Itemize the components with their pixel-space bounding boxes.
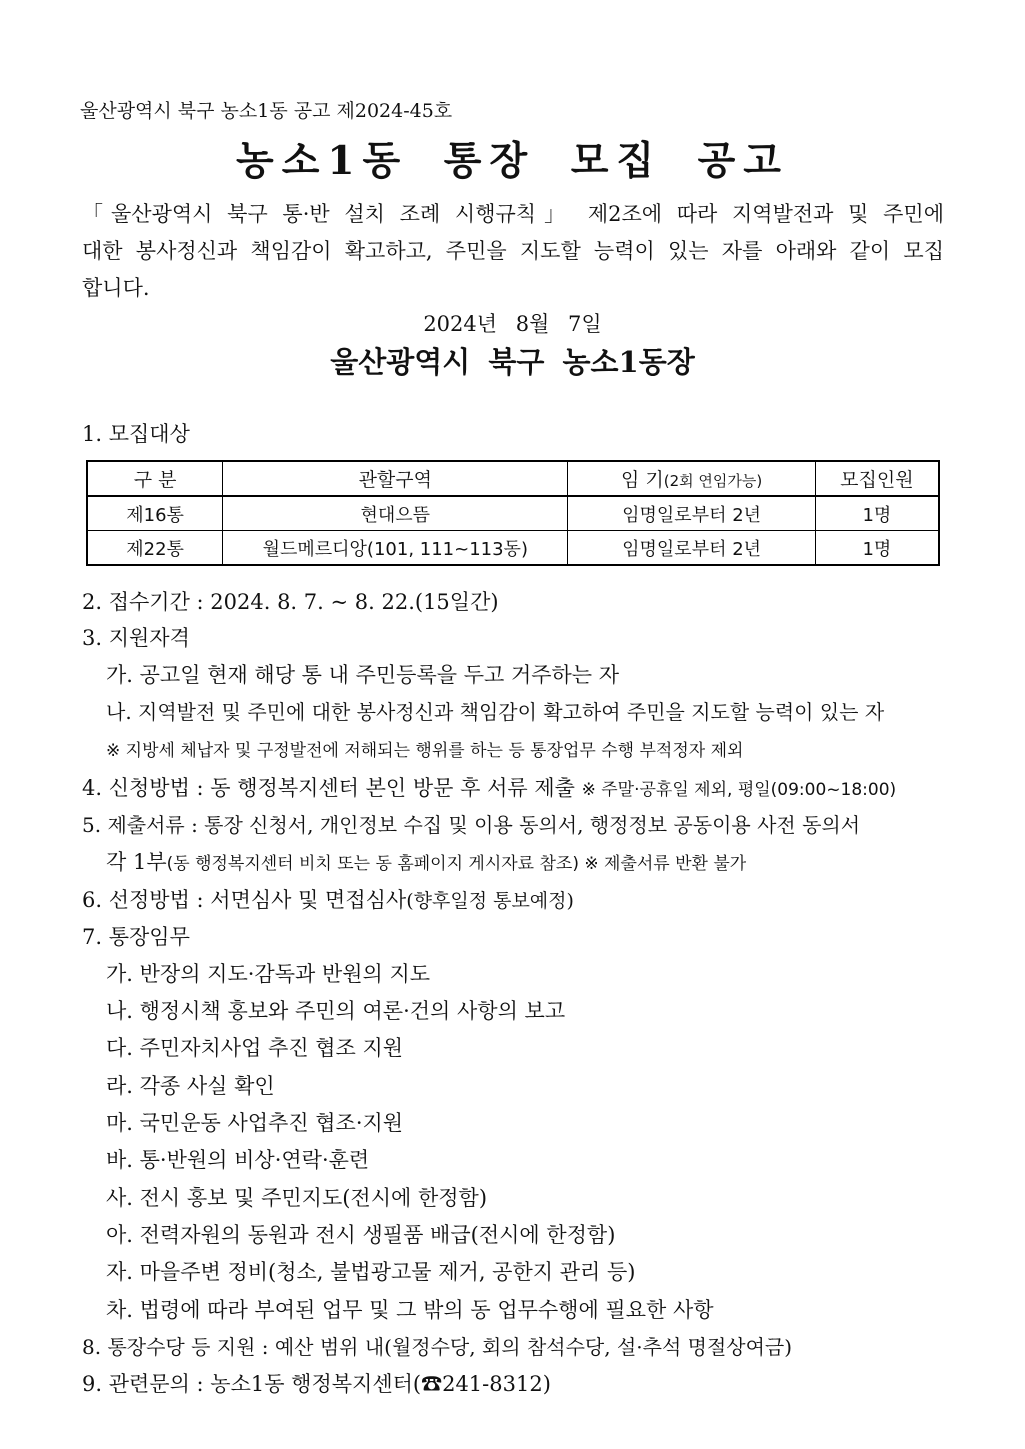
section-6-selection bbox=[82, 884, 574, 914]
documents-count: 각 1부 bbox=[106, 850, 167, 874]
header-term-label: 임 기 bbox=[620, 469, 664, 491]
header-count: 모집인원 bbox=[815, 461, 939, 496]
qualification-note: ※ 지방세 체납자 및 구정발전에 저해되는 행위를 하는 등 통장업무 수행 부적정자 제외 bbox=[106, 741, 744, 761]
section-3-heading: 3. 지원자격 bbox=[82, 626, 190, 650]
duty-item: 차. 법령에 따라 부여된 업무 및 그 밖의 동 업무수행에 필요한 사항 bbox=[106, 1298, 714, 1322]
method-text: 4. 신청방법 : 동 행정복지센터 본인 방문 후 서류 제출 bbox=[82, 776, 575, 800]
duty-item: 가. 반장의 지도·감독과 반원의 지도 bbox=[106, 962, 431, 986]
recruitment-table bbox=[86, 460, 940, 566]
cell-count: 1명 bbox=[815, 531, 939, 566]
cell-division: 제22통 bbox=[87, 531, 223, 566]
section-2-period: 2. 접수기간 : 2024. 8. 7. ~ 8. 22.(15일간) bbox=[82, 590, 499, 614]
cell-term: 임명일로부터 2년 bbox=[568, 496, 815, 531]
qualification-item: 가. 공고일 현재 해당 통 내 주민등록을 두고 거주하는 자 bbox=[106, 663, 620, 687]
intro-line-1: 「울산광역시 북구 통·반 설치 조례 시행규칙」 제2조에 따라 지역발전과 및 주민에 bbox=[82, 202, 944, 226]
duty-item: 바. 통·반원의 비상·연락·훈련 bbox=[106, 1148, 370, 1172]
section-9-contact: 9. 관련문의 : 농소1동 행정복지센터(☎241-8312) bbox=[82, 1372, 551, 1396]
qualification-item: 나. 지역발전 및 주민에 대한 봉사정신과 책임감이 확고하여 주민을 지도할 능력이 있는 자 bbox=[106, 700, 885, 724]
table-row bbox=[87, 496, 939, 531]
header-term bbox=[568, 461, 815, 496]
cell-area: 현대으뜸 bbox=[223, 496, 568, 531]
intro-line-2: 대한 봉사정신과 책임감이 확고하고, 주민을 지도할 능력이 있는 자를 아래와 같이 모집 bbox=[82, 239, 944, 263]
selection-text: 6. 선정방법 : 서면심사 및 면접심사 bbox=[82, 888, 407, 912]
cell-area: 월드메르디앙(101, 111~113동) bbox=[223, 531, 568, 566]
header-area: 관할구역 bbox=[223, 461, 568, 496]
section-8-allowance: 8. 통장수당 등 지원 : 예산 범위 내(월정수당, 회의 참석수당, 설·추석 명절상여금) bbox=[82, 1335, 793, 1359]
intro-paragraph bbox=[82, 196, 944, 307]
duty-item: 마. 국민운동 사업추진 협조·지원 bbox=[106, 1111, 404, 1135]
method-note: ※ 주말·공휴일 제외, 평일(09:00~18:00) bbox=[581, 780, 897, 800]
section-5-documents-continued bbox=[106, 846, 746, 876]
section-4-method bbox=[82, 772, 896, 802]
header-division: 구 분 bbox=[87, 461, 223, 496]
header-term-note: (2회 연임가능) bbox=[663, 472, 763, 490]
duty-item: 나. 행정시책 홍보와 주민의 여론·건의 사항의 보고 bbox=[106, 999, 566, 1023]
selection-note: (향후일정 통보예정) bbox=[406, 890, 574, 912]
intro-line-3: 합니다. bbox=[82, 276, 150, 300]
notice-number: 울산광역시 북구 농소1동 공고 제2024-45호 bbox=[80, 100, 453, 122]
duty-item: 자. 마을주변 정비(청소, 불법광고물 제거, 공한지 관리 등) bbox=[106, 1260, 636, 1284]
duty-item: 다. 주민자치사업 추진 협조 지원 bbox=[106, 1036, 404, 1060]
duty-item: 라. 각종 사실 확인 bbox=[106, 1074, 275, 1098]
duty-item: 아. 전력자원의 동원과 전시 생필품 배급(전시에 한정함) bbox=[106, 1223, 616, 1247]
issuer-name: 울산광역시 북구 농소1동장 bbox=[330, 345, 695, 379]
table-header-row bbox=[87, 461, 939, 496]
duty-item: 사. 전시 홍보 및 주민지도(전시에 한정함) bbox=[106, 1186, 488, 1210]
table-row bbox=[87, 531, 939, 566]
section-7-heading: 7. 통장임무 bbox=[82, 925, 190, 949]
cell-division: 제16통 bbox=[87, 496, 223, 531]
documents-note: (동 행정복지센터 비치 또는 동 홈페이지 게시자료 참조) ※ 제출서류 반환 불가 bbox=[166, 854, 747, 874]
cell-count: 1명 bbox=[815, 496, 939, 531]
notice-date: 2024년 8월 7일 bbox=[423, 312, 602, 336]
page-title: 농소1동 통장 모집 공고 bbox=[236, 138, 789, 184]
cell-term: 임명일로부터 2년 bbox=[568, 531, 815, 566]
section-1-heading: 1. 모집대상 bbox=[82, 422, 190, 446]
section-5-documents: 5. 제출서류 : 통장 신청서, 개인정보 수집 및 이용 동의서, 행정정보 공동이용 사전 동의서 bbox=[82, 813, 861, 837]
